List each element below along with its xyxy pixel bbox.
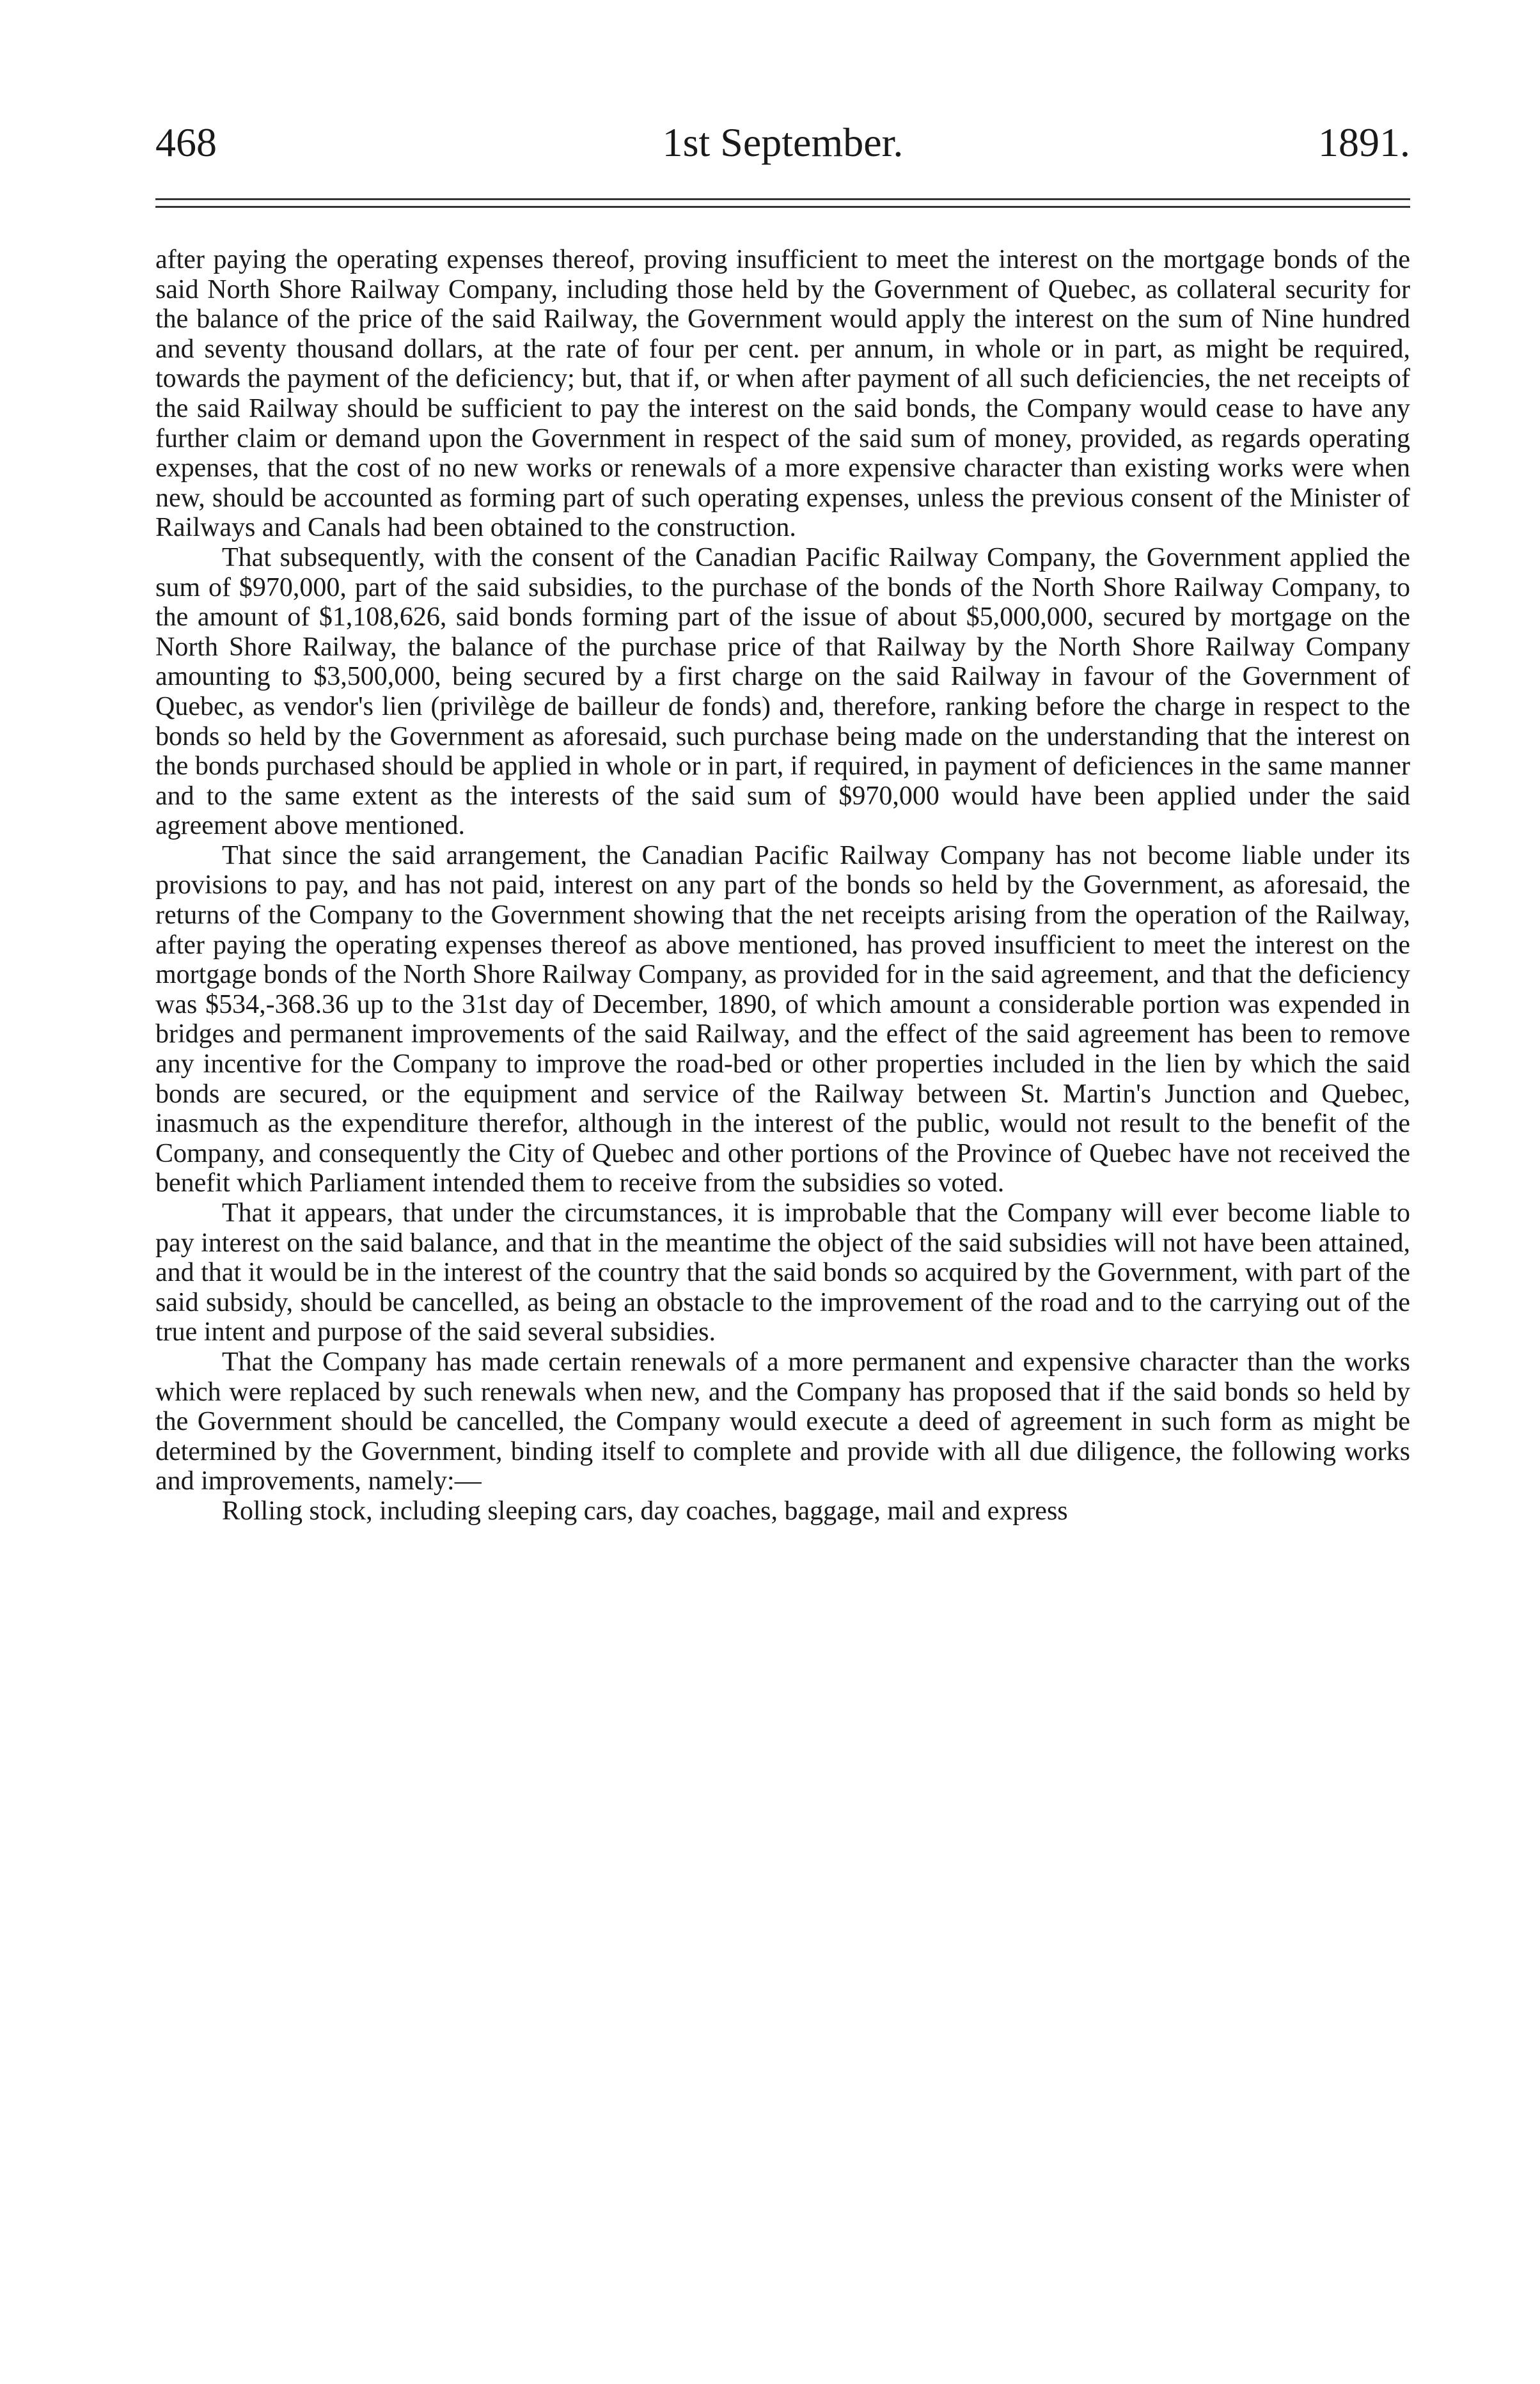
- body-text: [155, 245, 1410, 1526]
- paragraph-rolling-stock: Rolling stock, including sleeping cars, day coaches, baggage, mail and express: [222, 1496, 1068, 1526]
- running-header: [155, 120, 1410, 165]
- header-rule-bottom: [155, 206, 1410, 208]
- paragraph-renewals: That the Company has made certain renewals of a more permanent and expensive character than the works which were replaced by such renewals when new, and the Company has proposed that if the said bonds so held by the Government should be cancelled, the Company would execute a deed of agreement in such form as might be determined by the Government, binding itself to complete and provide with all due diligence, the following works and improvements, namely:—: [155, 1347, 1410, 1496]
- header-rule-top: [155, 198, 1410, 200]
- paragraph-cancellation: That it appears, that under the circumstances, it is improbable that the Company will ever become liable to pay interest on the said balance, and that in the meantime the object of the said subsidies will not have been attained, and that it would be in the interest of the country that the said bonds so acquired by the Government, with part of the said subsidy, should be cancelled, as being an obstacle to the improvement of the road and to the carrying out of the true intent and purpose of the said several subsidies.: [155, 1198, 1410, 1347]
- running-date: 1st September.: [662, 120, 904, 165]
- paragraph-bond-purchase: That subsequently, with the consent of the Canadian Pacific Railway Company, the Government applied the sum of $970,000, part of the said subsidies, to the purchase of the bonds of the North Shore Railway Company, to the amount of $1,108,626, said bonds forming part of the issue of about $5,000,000, secured by mortgage on the North Shore Railway, the balance of the purchase price of that Railway by the North Shore Railway Company amounting to $3,500,000, being secured by a first charge on the said Railway in favour of the Government of Quebec, as vendor's lien (privilège de bailleur de fonds) and, therefore, ranking before the charge in respect to the bonds so held by the Government as aforesaid, such purchase being made on the understanding that the interest on the bonds purchased should be applied in whole or in part, if required, in payment of deficiences in the same manner and to the same extent as the interests of the said sum of $970,000 would have been applied under the said agreement above mentioned.: [155, 542, 1410, 841]
- paragraph-deficiency: That since the said arrangement, the Canadian Pacific Railway Company has not become liable under its provisions to pay, and has not paid, interest on any part of the bonds so held by the Government, as aforesaid, the returns of the Company to the Government showing that the net receipts arising from the operation of the Railway, after paying the operating expenses thereof as above mentioned, has proved insufficient to meet the interest on the mortgage bonds of the North Shore Railway Company, as provided for in the said agreement, and that the deficiency was $534,-368.36 up to the 31st day of December, 1890, of which amount a considerable portion was expended in bridges and permanent improvements of the said Railway, and the effect of the said agreement has been to remove any incentive for the Company to improve the road-bed or other properties included in the lien by which the said bonds are secured, or the equipment and service of the Railway between St. Martin's Junction and Quebec, inasmuch as the expenditure therefor, although in the interest of the public, would not result to the benefit of the Company, and consequently the City of Quebec and other portions of the Province of Quebec have not received the benefit which Parliament intended them to receive from the subsidies so voted.: [155, 840, 1410, 1198]
- running-year: 1891.: [1318, 120, 1410, 165]
- paragraph-continued: after paying the operating expenses thereof, proving insufficient to meet the interest on the mortgage bonds of the said North Shore Railway Company, including those held by the Government of Quebec, as collateral security for the balance of the price of the said Railway, the Government would apply the interest on the sum of Nine hundred and seventy thousand dollars, at the rate of four per cent. per annum, in whole or in part, as might be required, towards the payment of the deficiency; but, that if, or when after payment of all such deficiencies, the net receipts of the said Railway should be sufficient to pay the interest on the said bonds, the Company would cease to have any further claim or demand upon the Government in respect of the said sum of money, provided, as regards operating expenses, that the cost of no new works or renewals of a more expensive character than existing works were when new, should be accounted as forming part of such operating expenses, unless the previous consent of the Minister of Railways and Canals had been obtained to the construction.: [155, 245, 1410, 543]
- page-number: 468: [155, 120, 217, 165]
